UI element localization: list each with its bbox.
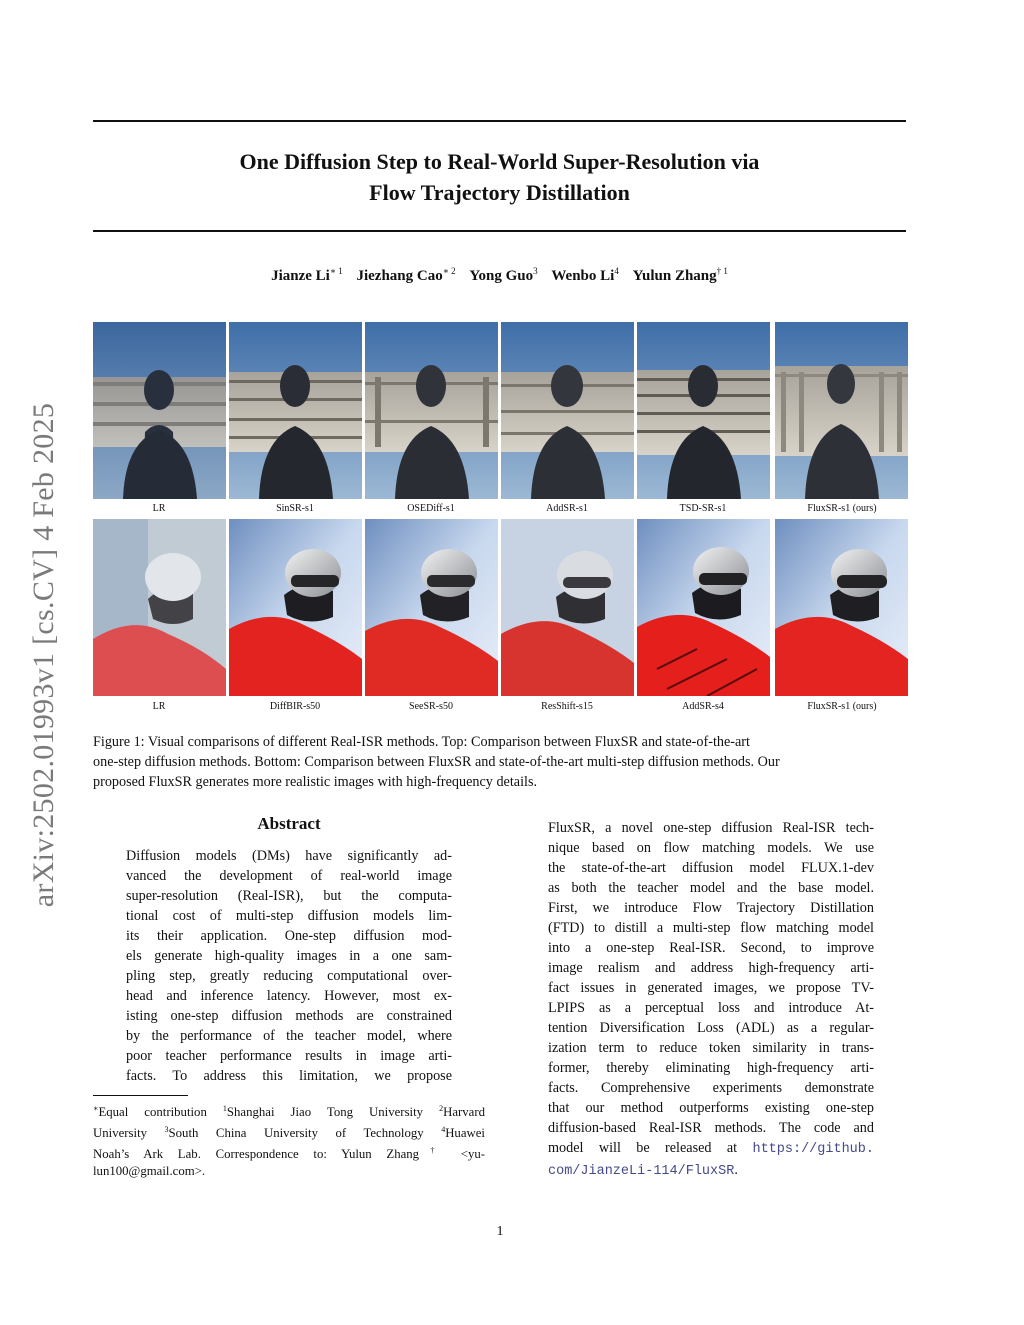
abstract-line: super-resolution (Real-ISR), but the computa- (126, 888, 452, 904)
abstract-line: into a one-step Real-ISR. Second, to improve (548, 940, 874, 956)
abstract-line: as both the teacher model and the base model. (548, 880, 874, 896)
figure-image-skier-diffbir (229, 519, 362, 696)
title-top-rule (93, 120, 906, 122)
figure-image-statue-osediff (365, 322, 498, 499)
footnote-rule (93, 1095, 188, 1096)
abstract-line: isting one-step diffusion methods are constrained (126, 1008, 452, 1024)
statue-image (365, 322, 498, 499)
paper-title (93, 146, 906, 208)
figure-label: OSEDiff-s1 (407, 503, 455, 514)
footnote-line: ∗Equal contribution $^1$Shanghai Jiao Tong University $^2$Harvard (93, 1104, 485, 1119)
skier-image (365, 519, 498, 696)
abstract-line: nique based on flow matching models. We use (548, 840, 874, 856)
caption-line: one-step diffusion methods. Bottom: Comparison between FluxSR and state-of-the-art multi-step diffusion methods. Our (93, 754, 780, 770)
figure-image-skier-resshift (501, 519, 634, 696)
page-number: 1 (496, 1224, 504, 1239)
figure-label: AddSR-s1 (546, 503, 588, 514)
skier-image (93, 519, 226, 696)
author: Wenbo Li$^4$ (551, 266, 619, 284)
code-link[interactable]: https://github. (752, 1142, 874, 1157)
abstract-line: the state-of-the-art diffusion model FLUX.1-dev (548, 860, 874, 876)
abstract-line: facts. To address this limitation, we propose (126, 1068, 452, 1084)
figure-label: DiffBIR-s50 (269, 701, 321, 712)
figure-image-statue-addsr (501, 322, 634, 499)
abstract-line: LPIPS as a perceptual loss and introduce At- (548, 1000, 874, 1016)
abstract-line: image realism and address high-frequency arti- (548, 960, 874, 976)
figure-image-statue-sinsr (229, 322, 362, 499)
abstract-line: com/JianzeLi-114/FluxSR. (548, 1162, 738, 1179)
abstract-line: by the performance of the teacher model, where (126, 1028, 452, 1044)
title-line-1: One Diffusion Step to Real-World Super-Resolution via (239, 149, 760, 174)
figure-image-statue-lr (93, 322, 226, 499)
author: Jiezhang Cao$^{∗ 2}$ (356, 266, 456, 284)
figure-label: FluxSR-s1 (ours) (807, 503, 877, 514)
abstract-line: tention Diversification Loss (ADL) as a regular- (548, 1020, 874, 1036)
footnote (93, 1100, 485, 1180)
skier-image (501, 519, 634, 696)
skier-image (775, 519, 908, 696)
code-link-continued[interactable]: com/JianzeLi-114/FluxSR (548, 1164, 735, 1179)
abstract-line: that our method outperforms existing one-step (548, 1100, 874, 1116)
abstract-right-column (548, 818, 874, 1182)
author-list (93, 266, 906, 285)
abstract-line: Diffusion models (DMs) have significantly ad- (126, 848, 452, 864)
statue-image (93, 322, 226, 499)
statue-image (229, 322, 362, 499)
figure-image-skier-lr (93, 519, 226, 696)
figure-caption (93, 732, 906, 792)
abstract-line: facts. Comprehensive experiments demonstrate (548, 1080, 874, 1096)
abstract-line: head and inference latency. However, most ex- (126, 988, 452, 1004)
figure-label: AddSR-s4 (682, 701, 724, 712)
statue-image (637, 322, 770, 499)
abstract-line: diffusion-based Real-ISR methods. The code and (548, 1120, 874, 1136)
footnote-line: University $^3$South China University of Technology $^4$Huawei (93, 1125, 485, 1140)
abstract-line: fact issues in generated images, we propose TV- (548, 980, 874, 996)
author: Jianze $Li^{∗ 1}$ (271, 266, 343, 284)
figure-label: FluxSR-s1 (ours) (807, 701, 877, 712)
caption-line: proposed FluxSR generates more realistic images with high-frequency details. (93, 774, 538, 790)
caption-line: Figure 1: Visual comparisons of different Real-ISR methods. Top: Comparison between FluxSR and state-of-the-art (93, 734, 750, 750)
footnote-line: lun100@gmail.com>. (93, 1164, 206, 1178)
abstract-line: model will be released at https://github. (548, 1140, 874, 1157)
figure-label: TSD-SR-s1 (679, 503, 727, 514)
statue-image (501, 322, 634, 499)
figure-image-statue-tsdsr (637, 322, 770, 499)
arxiv-side-stamp: arXiv:2502.01993v1 [cs.CV] 4 Feb 2025 (27, 402, 61, 908)
abstract-line: poor teacher performance results in image arti- (126, 1048, 452, 1064)
abstract-line: pling step, greatly reducing computational over- (126, 968, 452, 984)
title-line-2: Flow Trajectory Distillation (369, 180, 630, 205)
figure-label: LR (152, 701, 166, 712)
abstract-line: FluxSR, a novel one-step diffusion Real-ISR tech- (548, 820, 874, 836)
figure-label: ResShift-s15 (541, 701, 593, 712)
abstract-line: tional cost of multi-step diffusion models lim- (126, 908, 452, 924)
figure-label: SeeSR-s50 (409, 701, 453, 712)
footnote-line: Noah’s Ark Lab. Correspondence to: Yulun Zhang† <yu- (93, 1146, 486, 1161)
figure-image-skier-addsr (637, 519, 770, 696)
author: Yong Guo$^3$ (469, 266, 538, 284)
skier-image (637, 519, 770, 696)
abstract-line: First, we introduce Flow Trajectory Distillation (548, 900, 874, 916)
figure-label: SinSR-s1 (276, 503, 314, 514)
figure-image-skier-fluxsr (775, 519, 908, 696)
skier-image (229, 519, 362, 696)
abstract-line: former, thereby eliminating high-frequency arti- (548, 1060, 874, 1076)
abstract-line: (FTD) to distill a multi-step flow matching model (548, 920, 874, 936)
statue-image (775, 322, 908, 499)
abstract-line: ization term to reduce token similarity in trans- (548, 1040, 874, 1056)
abstract-heading: Abstract (257, 814, 321, 833)
abstract-line: vanced the development of real-world image (126, 868, 452, 884)
figure-image-statue-fluxsr (775, 322, 908, 499)
figure-image-skier-seesr (365, 519, 498, 696)
abstract-line: its their application. One-step diffusion mod- (126, 928, 452, 944)
author: Yulun Zhang$^{\dagger 1}$ (632, 266, 728, 284)
abstract-line: els generate high-quality images in a one sam- (126, 948, 452, 964)
title-bottom-rule (93, 230, 906, 232)
abstract-left-column (126, 846, 452, 1086)
figure-label: LR (152, 503, 166, 514)
